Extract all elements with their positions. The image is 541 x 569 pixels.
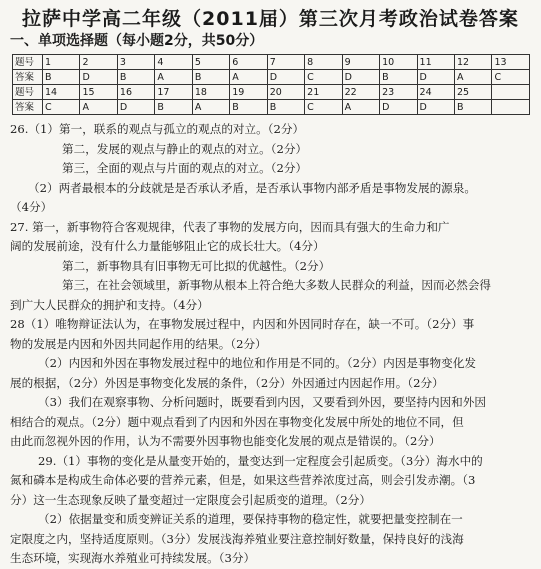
- answer-line: 29.（1）事物的变化是从量变开始的，量变达到一定程度会引起质变。（3分）海水中的: [38, 453, 483, 468]
- table-cell: 15: [80, 85, 117, 100]
- answer-line: 相结合的观点。（2分）题中观点看到了内因和外因在事物变化发展中所处的地位不同，但: [10, 414, 464, 429]
- table-row: [13, 85, 530, 100]
- table-cell: 18: [192, 85, 229, 100]
- table-cell: 4: [155, 55, 192, 70]
- table-cell: B: [454, 100, 491, 115]
- table-row: [13, 100, 530, 115]
- table-cell: 22: [342, 85, 379, 100]
- table-cell: 23: [380, 85, 417, 100]
- table-cell: 10: [380, 55, 417, 70]
- table-cell: 13: [492, 55, 530, 70]
- table-cell: 20: [267, 85, 304, 100]
- answer-line: 阔的发展前途，没有什么力量能够阻止它的成长壮大。（4分）: [10, 239, 325, 253]
- table-cell: D: [417, 70, 454, 85]
- table-cell: B: [230, 100, 267, 115]
- table-cell: B: [380, 70, 417, 85]
- table-cell: C: [492, 70, 530, 85]
- table-cell: 17: [155, 85, 192, 100]
- answer-line: 第三，全面的观点与片面的观点的对立。（2分）: [62, 161, 308, 175]
- table-cell: 11: [417, 55, 454, 70]
- table-cell: 6: [230, 55, 267, 70]
- table-cell: A: [342, 100, 379, 115]
- answer-line: （2）内因和外因在事物发展过程中的地位和作用是不同的。（2分）内因是事物变化发: [38, 356, 476, 370]
- row-header: 答案: [13, 70, 43, 85]
- answer-line: 26.（1）第一，联系的观点与孤立的观点的对立。（2分）: [10, 122, 305, 136]
- answer-line: （3）我们在观察事物、分析问题时，既要看到内因，又要看到外因，要坚持内因和外因: [38, 395, 486, 409]
- table-cell: [492, 100, 530, 115]
- table-cell: A: [230, 70, 267, 85]
- answer-line: 由此而忽视外因的作用，认为不需要外因事物也能变化发展的观点是错误的。（2分）: [10, 434, 441, 448]
- table-cell: B: [117, 70, 154, 85]
- table-cell: D: [80, 70, 117, 85]
- table-cell: B: [267, 100, 304, 115]
- table-cell: 24: [417, 85, 454, 100]
- answer-line: 27. 第一，新事物符合客观规律，代表了事物的发展方向，因而具有强大的生命力和广: [10, 219, 450, 234]
- page-title: 拉萨中学高二年级（2011届）第三次月考政治试卷答案: [22, 8, 519, 30]
- table-cell: 21: [305, 85, 342, 100]
- table-cell: D: [267, 70, 304, 85]
- table-cell: A: [192, 100, 229, 115]
- answer-line: （2）两者最根本的分歧就是是否承认矛盾，是否承认事物内部矛盾是事物发展的源泉。: [28, 180, 476, 195]
- answer-line: 展的根据，（2分）外因是事物变化发展的条件，（2分）外因通过内因起作用。（2分）: [10, 375, 444, 390]
- table-cell: D: [342, 70, 379, 85]
- table-cell: 25: [454, 85, 491, 100]
- answer-line: （4分）: [10, 200, 53, 214]
- table-cell: C: [43, 100, 80, 115]
- table-cell: 14: [43, 85, 80, 100]
- table-cell: B: [43, 70, 80, 85]
- table-cell: D: [380, 100, 417, 115]
- answer-line: 氮和磷本是构成生命体必要的营养元素，但是，如果这些营养浓度过高，则会引发赤潮。（3: [10, 473, 476, 487]
- section-heading: 一、单项选择题（每小题2分，共50分）: [10, 33, 264, 49]
- table-cell: A: [80, 100, 117, 115]
- answer-line: 第二，发展的观点与静止的观点的对立。（2分）: [62, 141, 308, 156]
- answer-line: 到广大人民群众的拥护和支持。（4分）: [10, 297, 209, 312]
- table-cell: 5: [192, 55, 229, 70]
- table-cell: B: [192, 70, 229, 85]
- table-cell: 9: [342, 55, 379, 70]
- answer-line: 28（1）唯物辩证法认为，在事物发展过程中，内因和外因同时存在，缺一不可。（2分）事: [10, 317, 475, 331]
- answer-table: [12, 54, 530, 115]
- row-header: 答案: [13, 100, 43, 115]
- table-cell: 16: [117, 85, 154, 100]
- table-cell: D: [117, 100, 154, 115]
- table-cell: 3: [117, 55, 154, 70]
- table-row: [13, 70, 530, 85]
- table-cell: D: [417, 100, 454, 115]
- answer-line: （2）依据量变和质变辨证关系的道理，要保持事物的稳定性，就要把量变控制在一: [38, 512, 463, 526]
- answer-line: 第三，在社会领域里，新事物从根本上符合绝大多数人民群众的利益，因而必然会得: [62, 278, 491, 292]
- table-cell: C: [305, 100, 342, 115]
- answer-line: 物的发展是内因和外因共同起作用的结果。（2分）: [10, 336, 267, 351]
- row-header: 题号: [13, 85, 43, 100]
- table-cell: 19: [230, 85, 267, 100]
- table-cell: C: [305, 70, 342, 85]
- table-cell: 7: [267, 55, 304, 70]
- table-cell: B: [155, 100, 192, 115]
- table-row: [13, 55, 530, 70]
- table-cell: [492, 85, 530, 100]
- answer-line: 第二，新事物具有旧事物无可比拟的优越性。（2分）: [62, 258, 331, 273]
- table-cell: 12: [454, 55, 491, 70]
- row-header: 题号: [13, 55, 43, 70]
- table-cell: A: [454, 70, 491, 85]
- answer-line: 定限度之内，坚持适度原则。（3分）发展浅海养殖业要注意控制好数量，保持良好的浅海: [10, 531, 464, 546]
- table-cell: 1: [43, 55, 80, 70]
- answer-line: 生态环境，实现海水养殖业可持续发展。（3分）: [10, 551, 256, 565]
- table-cell: A: [155, 70, 192, 85]
- table-cell: 2: [80, 55, 117, 70]
- answer-line: 分）这一生态现象反映了量变超过一定限度会引起质变的道理。（2分）: [10, 492, 371, 507]
- table-cell: 8: [305, 55, 342, 70]
- answer-body: [8, 120, 535, 569]
